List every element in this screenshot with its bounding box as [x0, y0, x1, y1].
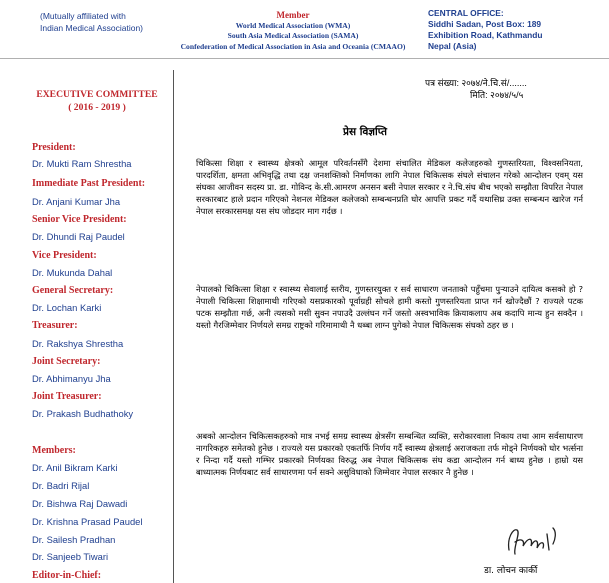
- handwritten-signature: [503, 520, 573, 560]
- person-treasurer: Dr. Rakshya Shrestha: [32, 338, 124, 349]
- office-label: CENTRAL OFFICE:: [428, 8, 504, 18]
- role-joint-secretary: Joint Secretary:: [32, 356, 101, 367]
- committee-years: ( 2016 - 2019 ): [68, 102, 126, 113]
- member-name: Dr. Bishwa Raj Dawadi: [32, 498, 128, 509]
- member-name: Dr. Badri Rijal: [32, 480, 90, 491]
- affiliation-line: (Mutually affiliated with: [40, 11, 126, 21]
- person-general-secretary: Dr. Lochan Karki: [32, 302, 102, 313]
- reference-number: पत्र संख्या: २०७४/ने.चि.सं/.......: [425, 78, 527, 88]
- role-senior-vice-president: Senior Vice President:: [32, 214, 127, 225]
- role-president: President:: [32, 142, 76, 153]
- member-label: Member: [276, 10, 310, 20]
- person-joint-secretary: Dr. Abhimanyu Jha: [32, 373, 111, 384]
- role-vice-president: Vice President:: [32, 250, 97, 261]
- signer-name: डा. लोचन कार्की: [484, 566, 538, 576]
- person-joint-treasurer: Dr. Prakash Budhathoky: [32, 408, 134, 419]
- editor-heading: Editor-in-Chief:: [32, 570, 102, 581]
- role-treasurer: Treasurer:: [32, 320, 78, 331]
- person-vice-president: Dr. Mukunda Dahal: [32, 267, 113, 278]
- member-org: World Medical Association (WMA): [235, 20, 351, 30]
- committee-heading: [32, 88, 162, 114]
- member-org: South Asia Medical Association (SAMA): [227, 31, 359, 40]
- member-org: Confederation of Medical Association in Asia and Oceania (CMAAO): [180, 41, 406, 51]
- header-divider: [0, 58, 609, 59]
- members-heading: Members:: [32, 445, 76, 456]
- membership-block: [168, 10, 418, 52]
- affiliation-line: Indian Medical Association): [40, 23, 144, 33]
- office-line: Exhibition Road, Kathmandu: [428, 30, 543, 40]
- role-joint-treasurer: Joint Treasurer:: [32, 391, 102, 402]
- body-paragraph: चिकित्सा शिक्षा र स्वास्थ्य क्षेत्रको आमूल परिवर्तनसँगै देशमा संचालित मेडिकल कलेजहरुको गुणस्तरियता, विश्वसनियता, पारदर्शिता, क्षमता अभिवृद्धि तथा दक्ष जनशक्तिको निर्माणका लागि नेपाल चिकित्सक संघले संचालन गरेको आन्दोलन एवम् यस संघका आजीवन सदस्य प्रा. डा. गोविन्द के.सी.आमरण अनसन बसी नेपाल सरकार र ने.चि.संघ बीच भएको सम्झौता विपरित नेपाल सरकारबाट हाले प्रदान गरिएको नेशनल मेडिकल कलेजको सम्बन्धनप्रति घोर आपत्ति प्रकट गर्दै यथासिघ्र उक्त सम्बन्धन खारेज गर्न नेपाल सरकारसमक्ष यस संघ जोडदार माग गर्दछ ।: [196, 158, 583, 217]
- affiliation-note: [40, 10, 170, 34]
- person-president: Dr. Mukti Ram Shrestha: [32, 158, 132, 169]
- sidebar-divider: [173, 70, 174, 583]
- role-past-president: Immediate Past President:: [32, 178, 146, 189]
- office-address: [428, 8, 608, 52]
- letter-date: मिति: २०७४/५/५: [470, 90, 524, 100]
- office-line: Nepal (Asia): [428, 41, 477, 51]
- member-name: Dr. Sailesh Pradhan: [32, 534, 116, 545]
- member-name: Dr. Sanjeeb Tiwari: [32, 551, 109, 562]
- press-release-title: प्रेस विज्ञप्ति: [343, 126, 387, 138]
- member-name: Dr. Krishna Prasad Paudel: [32, 516, 143, 527]
- office-line: Siddhi Sadan, Post Box: 189: [428, 19, 542, 29]
- member-name: Dr. Anil Bikram Karki: [32, 462, 118, 473]
- person-senior-vice-president: Dr. Dhundi Raj Paudel: [32, 231, 125, 242]
- body-paragraph: अबको आन्दोलन चिकित्सकहरुको मात्र नभई समग्र स्वास्थ्य क्षेत्रसँग सम्बन्धित व्यक्ति, सरोकारवाला निकाय तथा आम सर्वसाधारण नागरिकहरु समेतको हुनेछ । राज्यले यस प्रकारको एकतर्फि निर्णय गर्दै स्वास्थ्य क्षेत्रलाई अराजकता तर्फ मोड्ने निर्णयको घोर भर्त्सना र निन्दा गर्दै यस्तो गम्भिर प्रकारको निर्णयका विरुद्ध अब नेपाल चिकित्सक संघ कडा आन्दोलन गर्न बाध्य हुनेछ । हाम्रो यस बाध्यात्मक निर्णयबाट सर्व साधारणमा पर्न सक्ने असुविधाको जिम्मेवार नेपाल सरकार नै हुनेछ ।: [196, 431, 583, 478]
- committee-title: EXECUTIVE COMMITTEE: [36, 89, 158, 100]
- body-paragraph: नेपालको चिकित्सा शिक्षा र स्वास्थ्य सेवालाई स्तरीय, गुणस्तरयुक्त र सर्व साधारण जनताको पहुँचमा पुऱ्याउने दायित्व कसको हो ? नेपाली चिकित्सा शिक्षामाथी गरिएको यसप्रकारको पूर्वाग्रही सोचले हामी कस्तो गुणस्तरियता प्राप्त गर्न खोज्दैछौं ? राज्यले पटक पटक सम्झौता गर्छ, अनी त्यसको मसी सुक्न नपाउदै उल्लंघन गर्ने जस्तो अस्वभाविक क्रियाकलाप अब कदापि मान्य हुन सक्दैन । यस्तो गैरजिम्मेवार निर्णयले समग्र राष्ट्रको गरिमामाथी नै धब्बा लाग्न पुगेको नेपाल चिकित्सक संघको ठहर छ ।: [196, 284, 583, 331]
- person-past-president: Dr. Anjani Kumar Jha: [32, 196, 121, 207]
- role-general-secretary: General Secretary:: [32, 285, 114, 296]
